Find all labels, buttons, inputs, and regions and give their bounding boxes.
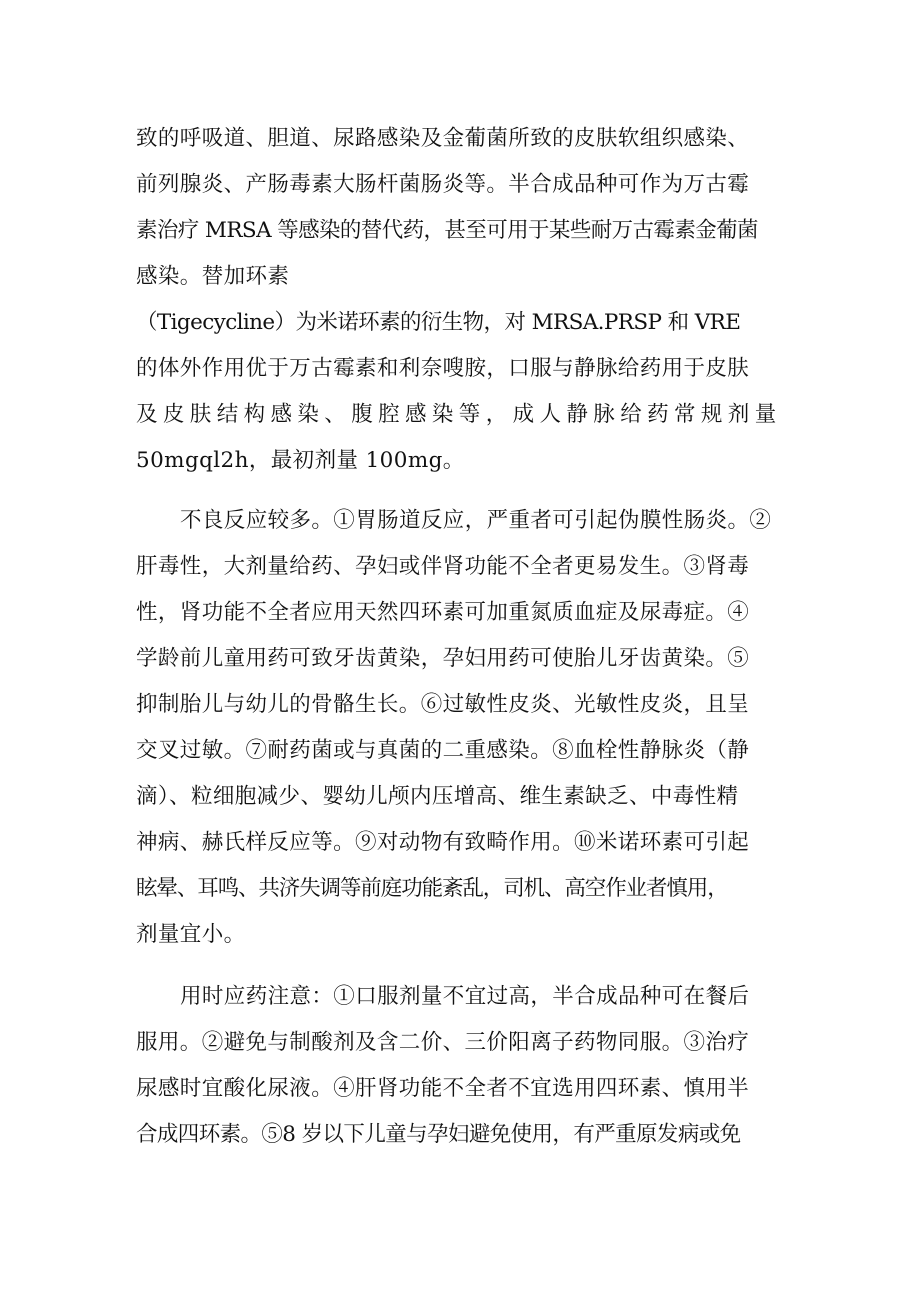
text-line: 尿感时宜酸化尿液。④肝肾功能不全者不宜选用四环素、慎用半 — [136, 1076, 750, 1101]
paragraph-adverse-reactions — [136, 498, 796, 958]
text-line: 不良反应较多。①胃肠道反应，严重者可引起伪膜性肠炎。② — [180, 508, 772, 533]
text-line: 剂量宜小。 — [136, 922, 246, 947]
text-line: 前列腺炎、产肠毒素大肠杆菌肠炎等。半合成品种可作为万古霉 — [136, 172, 750, 197]
text-line: 神病、赫氏样反应等。⑨对动物有致畸作用。⑩米诺环素可引起 — [136, 830, 750, 855]
text-line: 肝毒性，大剂量给药、孕妇或伴肾功能不全者更易发生。③肾毒 — [136, 554, 750, 579]
text-line: 眩晕、耳鸣、共济失调等前庭功能紊乱，司机、高空作业者慎用， — [136, 876, 728, 901]
text-line: 及皮肤结构感染、腹腔感染等，成人静脉给药常规剂量 — [136, 402, 782, 427]
text-line: 的体外作用优于万古霉素和利奈嗖胺，口服与静脉给药用于皮肤 — [136, 356, 750, 381]
text-line: 感染。替加环素 — [136, 264, 290, 289]
text-line: 性，肾功能不全者应用天然四环素可加重氮质血症及尿毒症。④ — [136, 600, 750, 625]
text-line: 滴）、粒细胞减少、婴幼儿颅内压增高、维生素缺乏、中毒性精 — [136, 784, 739, 809]
text-line: 合成四环素。⑤8 岁以下儿童与孕妇避免使用，有严重原发病或免 — [136, 1122, 741, 1147]
text-line: 致的呼吸道、胆道、尿路感染及金葡菌所致的皮肤软组织感染、 — [136, 126, 750, 151]
paragraph-tetracycline-indications — [136, 116, 796, 484]
text-line: 用时应药注意：①口服剂量不宜过高，半合成品种可在餐后 — [180, 984, 750, 1009]
paragraph-medication-precautions — [136, 974, 796, 1158]
text-line: 交叉过敏。⑦耐药菌或与真菌的二重感染。⑧血栓性静脉炎（静 — [136, 738, 750, 763]
text-line: 50mgql2h，最初剂量 100mg。 — [136, 448, 465, 473]
text-line: （Tigecycline）为米诺环素的衍生物，对 MRSA.PRSP 和 VRE — [136, 310, 741, 335]
text-line: 学龄前儿童用药可致牙齿黄染，孕妇用药可使胎儿牙齿黄染。⑤ — [136, 646, 750, 671]
text-line: 素治疗 MRSA 等感染的替代药，甚至可用于某些耐万古霉素金葡菌 — [136, 218, 758, 243]
text-line: 服用。②避免与制酸剂及含二价、三价阳离子药物同服。③治疗 — [136, 1030, 750, 1055]
text-line: 抑制胎儿与幼儿的骨骼生长。⑥过敏性皮炎、光敏性皮炎，且呈 — [136, 692, 750, 717]
